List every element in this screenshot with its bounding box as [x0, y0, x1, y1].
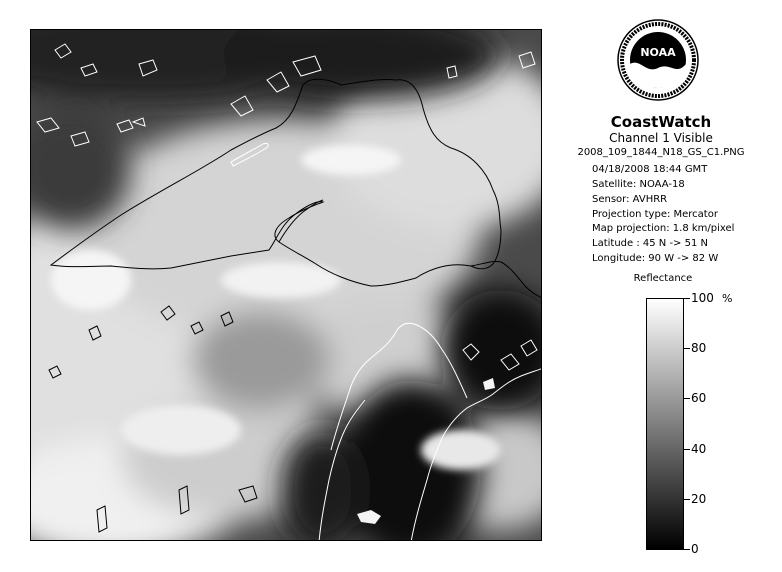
noaa-logo [616, 18, 700, 102]
colorbar-tick [684, 549, 690, 550]
satellite-image [30, 29, 542, 541]
sensor: Sensor: AVHRR [592, 194, 668, 205]
colorbar-tick [684, 499, 690, 500]
colorbar-tick-label: 20 [691, 491, 707, 506]
latitude-range: Latitude : 45 N -> 51 N [592, 238, 708, 249]
colorbar-tick [684, 348, 690, 349]
logo-text: NOAA [640, 46, 676, 59]
colorbar-tick [684, 398, 690, 399]
channel-label: Channel 1 Visible [609, 131, 713, 145]
colorbar-tick-label: 80 [691, 341, 707, 356]
reflectance-colorbar [646, 298, 684, 550]
projection-type: Projection type: Mercator [592, 209, 718, 220]
satellite: Satellite: NOAA-18 [592, 179, 685, 190]
product-title: CoastWatch [610, 113, 712, 131]
file-name: 2008_109_1844_N18_GS_C1.PNG [577, 147, 745, 158]
legend-title: Reflectance [633, 273, 693, 284]
reflectance-map [31, 30, 542, 541]
colorbar-tick-label: 40 [691, 441, 707, 456]
map-projection: Map projection: 1.8 km/pixel [592, 223, 735, 234]
legend-unit: % [722, 292, 733, 305]
colorbar-tick [684, 298, 690, 299]
colorbar-tick-label: 60 [691, 391, 707, 406]
datetime: 04/18/2008 18:44 GMT [592, 164, 708, 175]
colorbar-tick-label: 0 [691, 542, 699, 556]
longitude-range: Longitude: 90 W -> 82 W [592, 253, 719, 264]
colorbar-tick-label: 100 [691, 291, 714, 305]
colorbar-tick [684, 449, 690, 450]
